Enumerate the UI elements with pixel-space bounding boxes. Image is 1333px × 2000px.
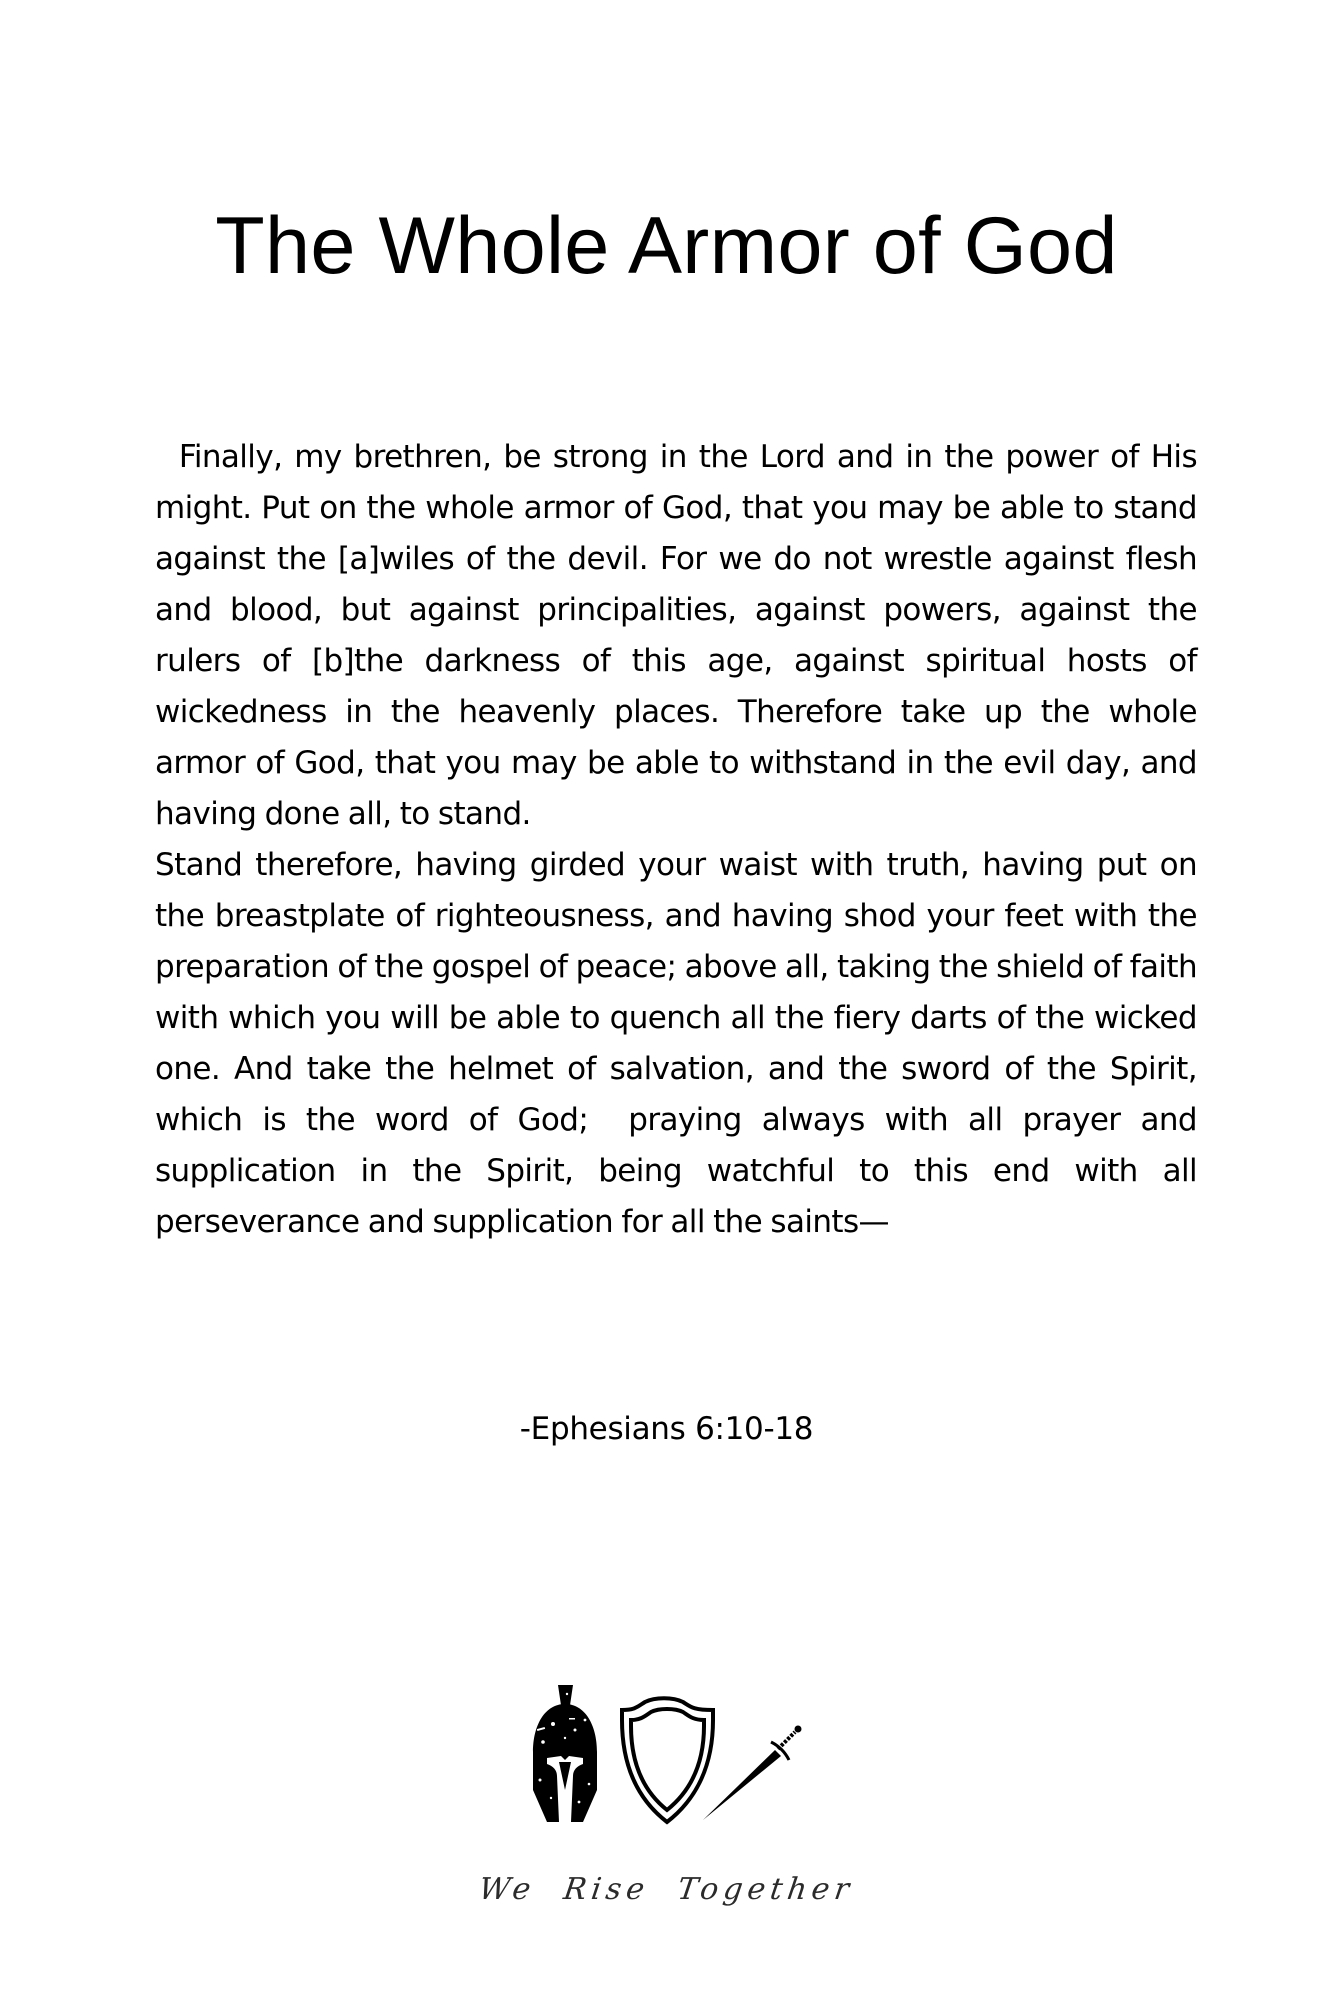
- scripture-paragraph-1: Finally, my brethren, be strong in the Lord and in the power of His might. Put on the whole armor of God, that you may be able to stand against the [a]wiles of the devil. For we do not wrestle against flesh and blood, but against principalities, against powers, against the rulers of [b]the darkness of this age, against spiritual hosts of wickedness in the heavenly places. Therefore take up the whole armor of God, that you may be able to withstand in the evil day, and having done all, to stand.: [155, 439, 1197, 832]
- shield-icon: [622, 1698, 713, 1822]
- scripture-paragraph-2: Stand therefore, having girded your waist with truth, having put on the breastplate of righteousness, and having shod your feet with the preparation of the gospel of peace; above all, taking the shield of faith with which you will be able to quench all the fiery darts of the wicked one. And take the helmet of salvation, and the sword of the Spirit, which is the word of God; praying always with all prayer and supplication in the Spirit, being watchful to this end with all perseverance and supplication for all the saints—: [155, 847, 1197, 1240]
- sword-icon: [703, 1726, 802, 1821]
- scripture-passage: [155, 432, 1197, 1248]
- page-title: The Whole Armor of God: [215, 201, 1118, 291]
- spartan-helmet-icon: [533, 1685, 597, 1822]
- armor-icons: [525, 1680, 810, 1830]
- signature-we-rise-together: We Rise Together: [476, 1872, 857, 1907]
- scripture-citation: -Ephesians 6:10-18: [519, 1411, 814, 1447]
